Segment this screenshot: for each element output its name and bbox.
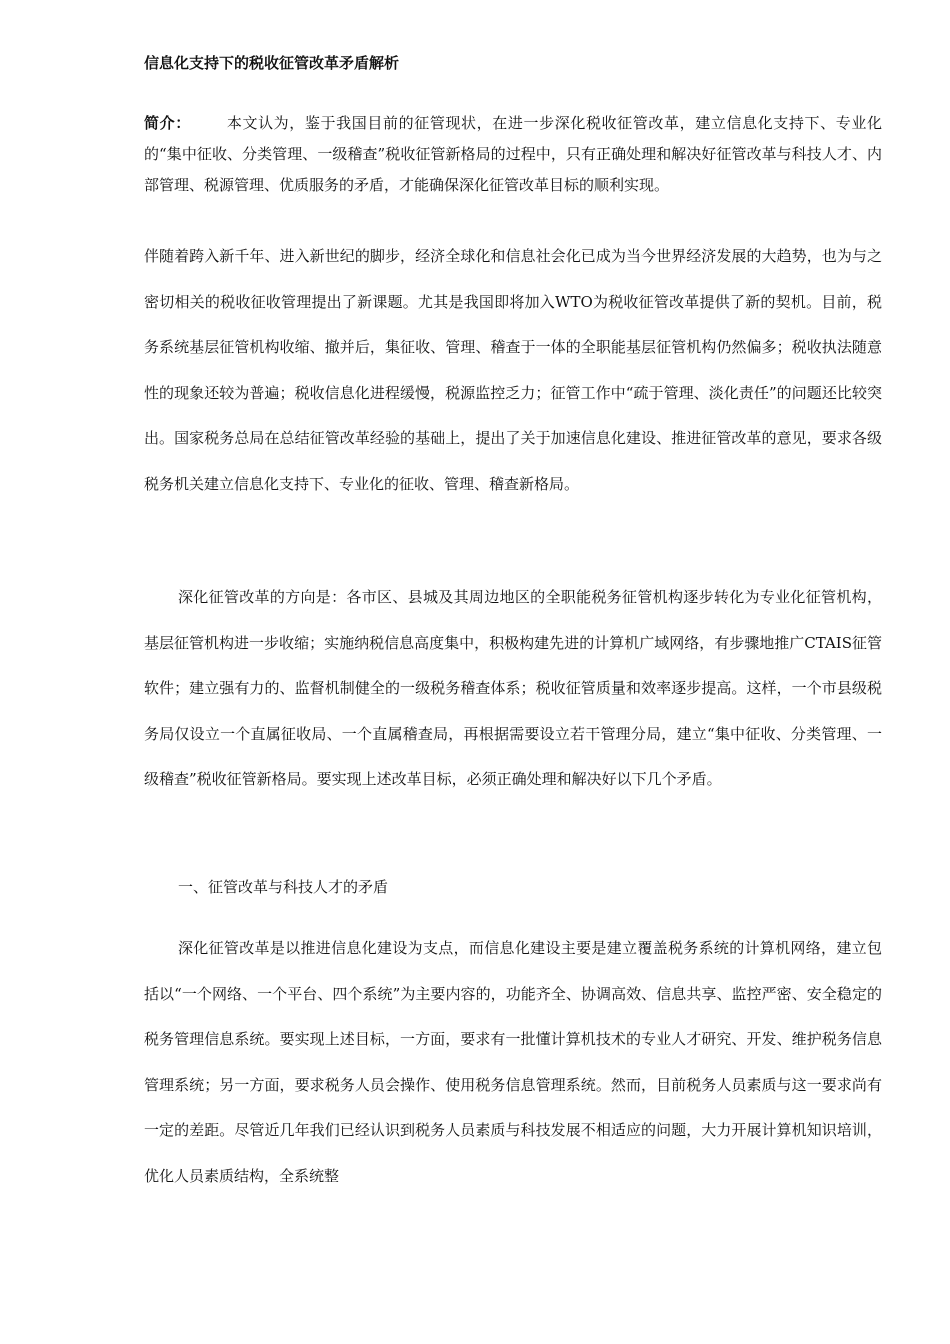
abstract	[144, 108, 882, 201]
body-paragraph-2: 深化征管改革的方向是：各市区、县城及其周边地区的全职能税务征管机构逐步转化为专业化征管机构，基层征管机构进一步收缩；实施纳税信息高度集中，积极构建先进的计算机广域网络，有步骤地推广CTAIS征管软件；建立强有力的、监督机制健全的一级税务稽查体系；税收征管质量和效率逐步提高。这样，一个市县级税务局仅设立一个直属征收局、一个直属稽查局，再根据需要设立若干管理分局，建立“集中征收、分类管理、一级稽查”税收征管新格局。要实现上述改革目标，必须正确处理和解决好以下几个矛盾。	[144, 588, 882, 788]
section-heading: 一、征管改革与科技人才的矛盾	[178, 878, 389, 896]
section-paragraph: 深化征管改革是以推进信息化建设为支点，而信息化建设主要是建立覆盖税务系统的计算机网络，建立包括以“一个网络、一个平台、四个系统”为主要内容的，功能齐全、协调高效、信息共享、监控严密、安全稳定的税务管理信息系统。要实现上述目标，一方面，要求有一批懂计算机技术的专业人才研究、开发、维护税务信息管理系统；另一方面，要求税务人员会操作、使用税务信息管理系统。然而，目前税务人员素质与这一要求尚有一定的差距。尽管近几年我们已经认识到税务人员素质与科技发展不相适应的问题，大力开展计算机知识培训，优化人员素质结构，全系统整	[144, 939, 882, 1185]
abstract-label: 简介：	[144, 114, 191, 132]
body-paragraph-1: 伴随着跨入新千年、进入新世纪的脚步，经济全球化和信息社会化已成为当今世界经济发展的大趋势，也为与之密切相关的税收征收管理提出了新课题。尤其是我国即将加入WTO为税收征管改革提供了新的契机。目前，税务系统基层征管机构收缩、撤并后，集征收、管理、稽查于一体的全职能基层征管机构仍然偏多；税收执法随意性的现象还较为普遍；税收信息化进程缓慢，税源监控乏力；征管工作中“疏于管理、淡化责任”的问题还比较突出。国家税务总局在总结征管改革经验的基础上，提出了关于加速信息化建设、推进征管改革的意见，要求各级税务机关建立信息化支持下、专业化的征收、管理、稽查新格局。	[144, 247, 882, 493]
abstract-text: 本文认为，鉴于我国目前的征管现状，在进一步深化税收征管改革，建立信息化支持下、专业化的“集中征收、分类管理、一级稽查”税收征管新格局的过程中，只有正确处理和解决好征管改革与科技人才、内部管理、税源管理、优质服务的矛盾，才能确保深化征管改革目标的顺利实现。	[144, 114, 882, 194]
document-title: 信息化支持下的税收征管改革矛盾解析	[144, 54, 400, 72]
